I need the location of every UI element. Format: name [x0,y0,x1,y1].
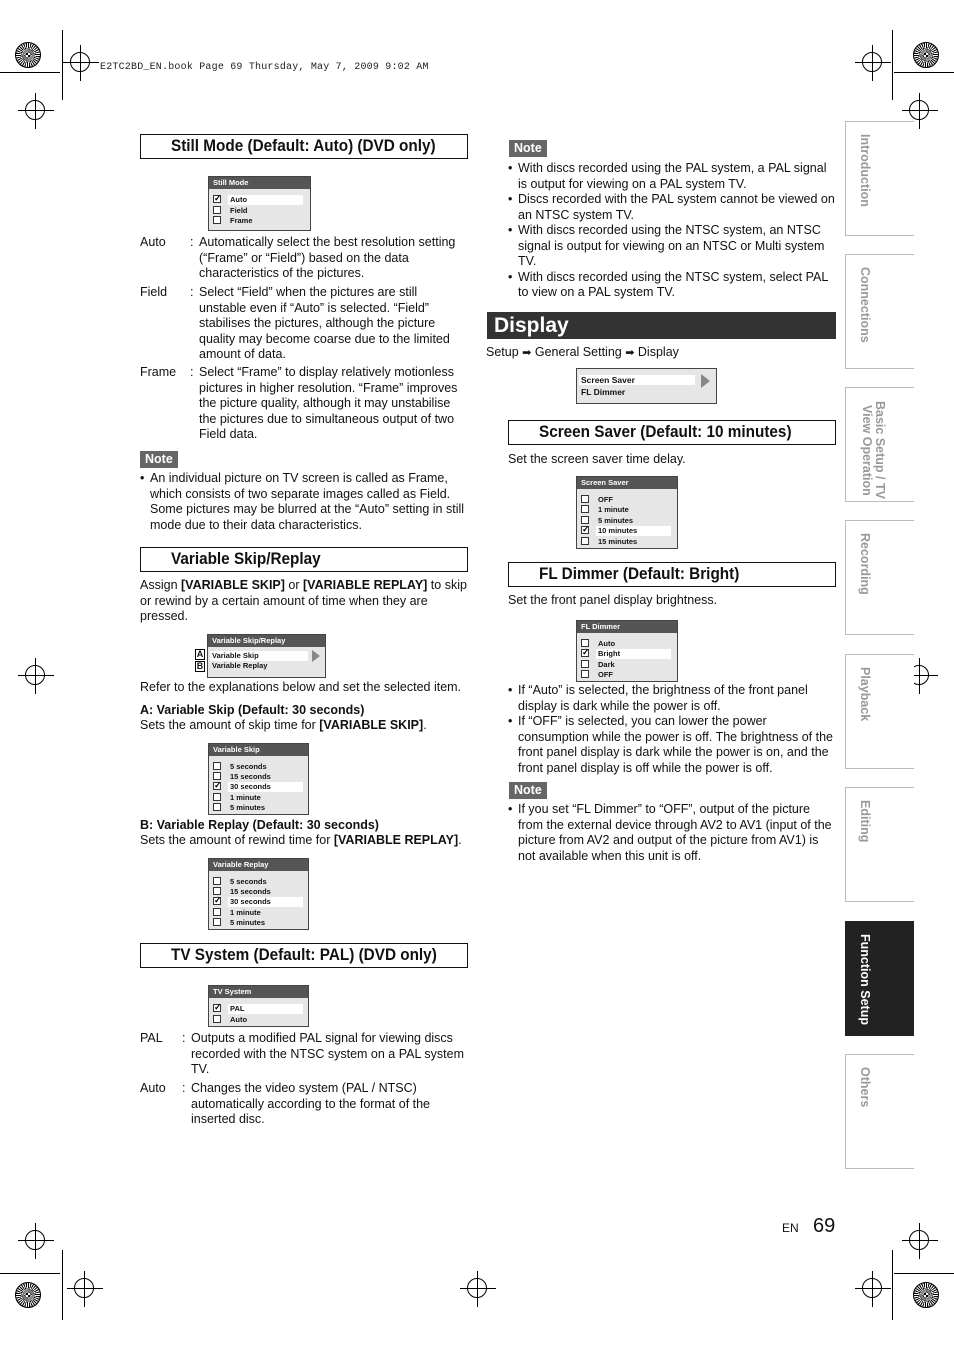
menu-option[interactable]: Field [213,206,303,216]
checkbox-icon [213,793,221,801]
definition-sep: : [190,365,194,379]
definition-desc: Changes the video system (PAL / NTSC) automatically according to the format of the inserted disc. [191,1081,431,1126]
definition-desc: Automatically select the best resolution setting (“Frame” or “Field”) based on the data characteristics of the pictures. [199,235,456,280]
arrow-right-icon: ➡ [522,347,532,359]
checkbox-icon [581,639,589,647]
definition-sep: : [182,1031,186,1045]
checkbox-checked-icon [581,526,589,534]
menu-option[interactable]: ✓10 minutes [581,526,671,536]
registration-starburst [15,1282,41,1308]
crop-mark [892,30,893,100]
menu-option[interactable]: ✓30 seconds [213,897,303,907]
note-item: • An individual picture on TV screen is called as Frame, which consists of two separate images called as Field. Some pictures may be blurred at the “Auto” setting in still mode due to their data characteristics. [140,471,470,533]
bullet-item: • If “OFF” is selected, you can lower the power consumption while the power is off. The brightness of the front panel display is dark while the power is on, and the front panel display is off while the power is off. [508,714,838,776]
skip-heading: A: Variable Skip (Default: 30 seconds) [140,703,365,717]
print-header: E2TC2BD_EN.book Page 69 Thursday, May 7, 2009 9:02 AM [100,62,429,73]
note-item: • With discs recorded using the NTSC system, select PAL to view on a PAL system TV. [508,270,836,301]
menu-option[interactable]: 5 minutes [581,516,671,526]
note-item: • With discs recorded using the PAL system, a PAL signal is output for viewing on a PAL system TV. [508,161,836,192]
note-label: Note [509,782,547,799]
tab-playback[interactable]: Playback [845,654,914,769]
checkbox-icon [213,1015,221,1023]
menu-option[interactable]: 5 seconds [213,762,303,772]
marker-a: A [196,649,204,659]
right-arrow-icon [312,650,320,662]
still-mode-heading: Still Mode (Default: Auto) (DVD only) [140,134,468,159]
definition-sep: : [190,235,194,249]
menu-option[interactable]: ✓Bright [581,649,671,659]
menu-option[interactable]: ✓Auto [213,195,303,205]
screen-saver-desc: Set the screen saver time delay. [508,452,686,466]
menu-option[interactable]: 1 minute [581,505,671,515]
definition-term: Auto [140,235,166,249]
menu-option[interactable]: 5 minutes [213,918,303,928]
replay-desc: Sets the amount of rewind time for [VARIABLE REPLAY]. [140,833,462,847]
menu-option[interactable]: Frame [213,216,303,226]
pal-ntsc-note [508,161,836,301]
checkbox-icon [213,762,221,770]
menu-option[interactable]: 5 seconds [213,877,303,887]
note-item: • If you set “FL Dimmer” to “OFF”, output of the picture from the external device through AV2 to AV1 (input of the picture from AV2 and output of the picture from AV1) is not available when this unit is off. [508,802,838,864]
registration-starburst [913,1282,939,1308]
definition-sep: : [182,1081,186,1095]
tv-system-heading: TV System (Default: PAL) (DVD only) [140,943,468,968]
tab-basic-setup[interactable]: Basic Setup / TV View Operation [845,387,914,502]
definition-term: Auto [140,1081,166,1095]
crop-mark [0,72,60,73]
checkbox-checked-icon [213,782,221,790]
registration-crosshair [25,665,45,685]
variable-replay-menu [208,858,309,930]
definition-term: PAL [140,1031,163,1045]
registration-crosshair [862,1278,882,1298]
definition-desc: Select “Frame” to display relatively motionless pictures in higher resolution. “Frame” improves the picture quality, although it may unstabilise the pictures due to simultaneous output of two Field data. [199,365,458,441]
menu-option[interactable]: 15 seconds [213,772,303,782]
checkbox-icon [213,772,221,780]
tab-introduction[interactable]: Introduction [845,121,914,236]
fl-dimmer-heading: FL Dimmer (Default: Bright) [508,562,836,587]
checkbox-checked-icon [213,897,221,905]
crop-mark [0,1273,60,1274]
menu-title: Variable Skip/Replay [208,635,325,647]
checkbox-icon [581,660,589,668]
tab-function-setup[interactable]: Function Setup [845,921,914,1036]
menu-option[interactable]: ✓30 seconds [213,782,303,792]
registration-crosshair [25,100,45,120]
replay-heading: B: Variable Replay (Default: 30 seconds) [140,818,379,832]
menu-option[interactable]: Dark [581,660,671,670]
variable-skip-replay-menu [207,634,326,678]
checkbox-checked-icon [213,195,221,203]
crop-mark [62,30,63,100]
crop-mark [894,1273,954,1274]
definition-desc: Select “Field” when the pictures are still unstable even if “Auto” is selected. “Field” stabilises the pictures, although the picture quality may become coarse due to the limited amount of data. [199,285,450,361]
still-mode-menu [208,176,311,231]
menu-option[interactable]: ✓PAL [213,1004,303,1014]
definition-term: Field [140,285,168,299]
menu-title: Variable Replay [209,859,308,871]
checkbox-icon [213,877,221,885]
registration-crosshair [467,1278,487,1298]
registration-crosshair [25,1230,45,1250]
checkbox-checked-icon [581,649,589,657]
menu-path: Setup ➡ General Setting ➡ Display [486,345,679,359]
still-mode-note [140,471,470,533]
fl-dimmer-menu [576,620,678,682]
variable-skip-menu [208,743,309,815]
menu-option[interactable]: OFF [581,495,671,505]
note-label: Note [509,140,547,157]
menu-option[interactable]: 15 seconds [213,887,303,897]
note-label: Note [140,451,178,468]
definition-desc: Outputs a modified PAL signal for viewing discs recorded with the NTSC system on a PAL system TV. [191,1031,465,1076]
menu-title: FL Dimmer [577,621,677,633]
checkbox-icon [581,670,589,678]
checkbox-icon [213,918,221,926]
definition-term: Frame [140,365,177,379]
fl-dimmer-note [508,802,838,864]
menu-option[interactable]: 5 minutes [213,803,303,813]
checkbox-icon [213,206,221,214]
checkbox-icon [213,887,221,895]
menu-title: Still Mode [209,177,310,189]
registration-crosshair [70,52,90,72]
checkbox-icon [213,908,221,916]
registration-starburst [913,42,939,68]
tab-editing[interactable]: Editing [845,787,914,902]
menu-option[interactable]: Auto [581,639,671,649]
screen-saver-heading: Screen Saver (Default: 10 minutes) [508,420,836,445]
arrow-right-icon: ➡ [625,347,635,359]
display-menu [576,368,717,404]
checkbox-icon [581,495,589,503]
page-number: 69 [813,1215,836,1237]
language-code: EN [782,1221,799,1235]
menu-title: TV System [209,986,308,998]
menu-title: Variable Skip [209,744,308,756]
display-section-title: Display [487,312,836,339]
menu-option[interactable]: 1 minute [213,793,303,803]
menu-option[interactable]: 15 minutes [581,537,671,547]
menu-option[interactable]: Variable Replay [212,661,268,670]
checkbox-icon [213,216,221,224]
crop-mark [892,1250,893,1320]
note-item: • Discs recorded with the PAL system cannot be viewed on an NTSC system TV. [508,192,836,223]
crop-mark [894,72,954,73]
menu-option[interactable]: 1 minute [213,908,303,918]
variable-skip-heading: Variable Skip/Replay [140,547,468,572]
checkbox-icon [581,505,589,513]
tv-system-menu [208,985,309,1027]
menu-option[interactable]: OFF [581,670,671,680]
registration-crosshair [909,1230,929,1250]
checkbox-icon [581,537,589,545]
bullet-item: • If “Auto” is selected, the brightness of the front panel display is dark while the power is off. [508,683,838,714]
definition-sep: : [190,285,194,299]
registration-crosshair [909,100,929,120]
refer-text: Refer to the explanations below and set the selected item. [140,680,462,694]
tab-recording[interactable]: Recording [845,520,914,635]
screen-saver-menu [576,476,678,549]
tab-connections[interactable]: Connections [845,254,914,369]
registration-starburst [15,42,41,68]
menu-option[interactable]: Auto [213,1015,303,1025]
menu-title: Screen Saver [577,477,677,489]
menu-option[interactable]: Variable Skip [210,651,308,661]
tab-others[interactable]: Others [845,1054,914,1169]
registration-crosshair [74,1278,94,1298]
checkbox-checked-icon [213,1004,221,1012]
right-arrow-icon [701,374,710,388]
checkbox-icon [581,516,589,524]
fl-dimmer-desc: Set the front panel display brightness. [508,593,718,607]
registration-crosshair [862,52,882,72]
fl-dimmer-bullets [508,683,838,776]
crop-mark [62,1250,63,1320]
menu-option[interactable]: FL Dimmer [581,387,626,397]
skip-desc: Sets the amount of skip time for [VARIABLE SKIP]. [140,718,427,732]
menu-option[interactable]: Screen Saver [579,375,695,385]
marker-b: B [196,661,204,671]
checkbox-icon [213,803,221,811]
variable-skip-intro: Assign [VARIABLE SKIP] or [VARIABLE REPLAY] to skip or rewind by a certain amount of time when they are pressed. [140,578,467,623]
note-item: • With discs recorded using the NTSC system, an NTSC signal is output for viewing on an NTSC or Multi system TV. [508,223,836,270]
